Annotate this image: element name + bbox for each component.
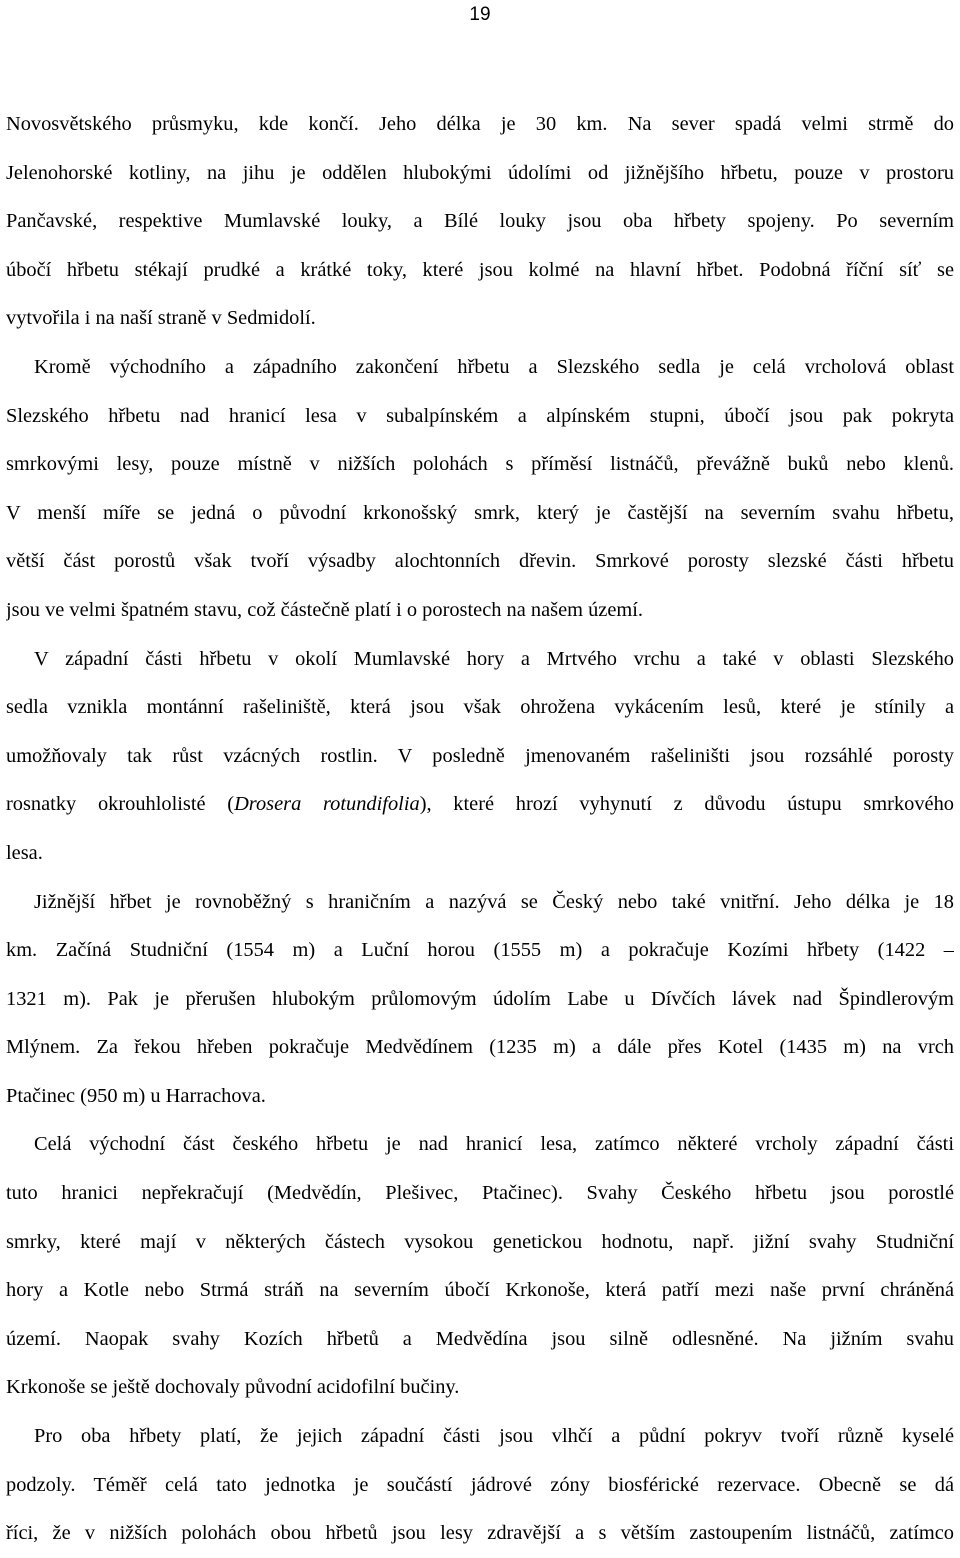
- text-line: Ptačinec (950 m) u Harrachova.: [6, 1084, 266, 1107]
- text-line: Pančavské, respektive Mumlavské louky, a Bílé louky jsou oba hřbety spojeny. Po severním: [6, 210, 954, 233]
- text-line: Mlýnem. Za řekou hřeben pokračuje Medvědínem (1235 m) a dále přes Kotel (1435 m) na vrch: [6, 1036, 954, 1059]
- text-line: podzoly. Téměř celá tato jednotka je součástí jádrové zóny biosférické rezervace. Obecně se dá: [6, 1473, 954, 1496]
- text-line: hory a Kotle nebo Strmá stráň na severním úbočí Krkonoše, která patří mezi naše první chráněná: [6, 1279, 954, 1302]
- text-line: tuto hranici nepřekračují (Medvědín, Plešivec, Ptačinec). Svahy Českého hřbetu jsou porostlé: [6, 1182, 954, 1205]
- body-text: [6, 100, 954, 1558]
- text-line: Kromě východního a západního zakončení hřbetu a Slezského sedla je celá vrcholová oblast: [34, 355, 954, 378]
- text-line: smrkovými lesy, pouze místně v nižších polohách s příměsí listnáčů, převážně buků nebo klenů.: [6, 453, 954, 476]
- text-line: území. Naopak svahy Kozích hřbetů a Medvědína jsou silně odlesněné. Na jižním svahu: [6, 1327, 954, 1350]
- text-line: km. Začíná Studniční (1554 m) a Luční horou (1555 m) a pokračuje Kozími hřbety (1422 –: [6, 939, 954, 962]
- text-line: smrky, které mají v některých částech vysokou genetickou hodnotu, např. jižní svahy Studniční: [6, 1230, 954, 1253]
- text-line: Novosvětského průsmyku, kde končí. Jeho délka je 30 km. Na sever spadá velmi strmě do: [6, 113, 954, 135]
- text-line: lesa.: [6, 841, 43, 864]
- text-segment: rosnatky okrouhlolisté (: [6, 793, 235, 816]
- text-line: Krkonoše se ještě dochovaly původní acidofilní bučiny.: [6, 1376, 460, 1399]
- text-line: vytvořila i na naší straně v Sedmidolí.: [6, 307, 316, 330]
- species-name: Drosera rotundifolia: [234, 793, 420, 816]
- text-line: Jižnější hřbet je rovnoběžný s hraničním a nazývá se Český nebo také vnitřní. Jeho délka je 18: [34, 890, 954, 913]
- text-line: sedla vznikla montánní rašeliniště, která jsou však ohrožena vykácením lesů, které je stínily a: [6, 696, 954, 719]
- text-line: umožňovaly tak růst vzácných rostlin. V posledně jmenovaném rašeliništi jsou rozsáhlé porosty: [6, 744, 954, 767]
- page-number: 19: [469, 4, 491, 25]
- text-line: Pro oba hřbety platí, že jejich západní části jsou vlhčí a půdní pokryv tvoří různě kyselé: [34, 1425, 954, 1448]
- text-line: Jelenohorské kotliny, na jihu je oddělen hlubokými údolími od jižnějšího hřbetu, pouze v prostoru: [6, 161, 954, 184]
- text-line: větší část porostů však tvoří výsadby alochtonních dřevin. Smrkové porosty slezské části hřbetu: [6, 550, 954, 573]
- text-line: úbočí hřbetu stékají prudké a krátké toky, které jsou kolmé na hlavní hřbet. Podobná říční síť se: [6, 258, 954, 281]
- text-line: Slezského hřbetu nad hranicí lesa v subalpínském a alpínském stupni, úbočí jsou pak pokryta: [6, 404, 954, 427]
- text-line: Celá východní část českého hřbetu je nad hranicí lesa, zatímco některé vrcholy západní části: [34, 1133, 954, 1156]
- text-line: jsou ve velmi špatném stavu, což částečně platí i o porostech na našem území.: [6, 598, 644, 621]
- text-segment: ), které hrozí vyhynutí z důvodu ústupu smrkového: [419, 793, 954, 816]
- text-line: 1321 m). Pak je přerušen hlubokým průlomovým údolím Labe u Dívčích lávek nad Špindlerovým: [6, 987, 954, 1010]
- text-line: V západní části hřbetu v okolí Mumlavské hory a Mrtvého vrchu a také v oblasti Slezského: [34, 647, 954, 670]
- text-line: V menší míře se jedná o původní krkonošský smrk, který je častější na severním svahu hřbetu,: [6, 501, 954, 524]
- text-line: říci, že v nižších polohách obou hřbetů jsou lesy zdravější a s větším zastoupením listnáčů, zatímco: [6, 1522, 954, 1545]
- text-line: [6, 780, 954, 829]
